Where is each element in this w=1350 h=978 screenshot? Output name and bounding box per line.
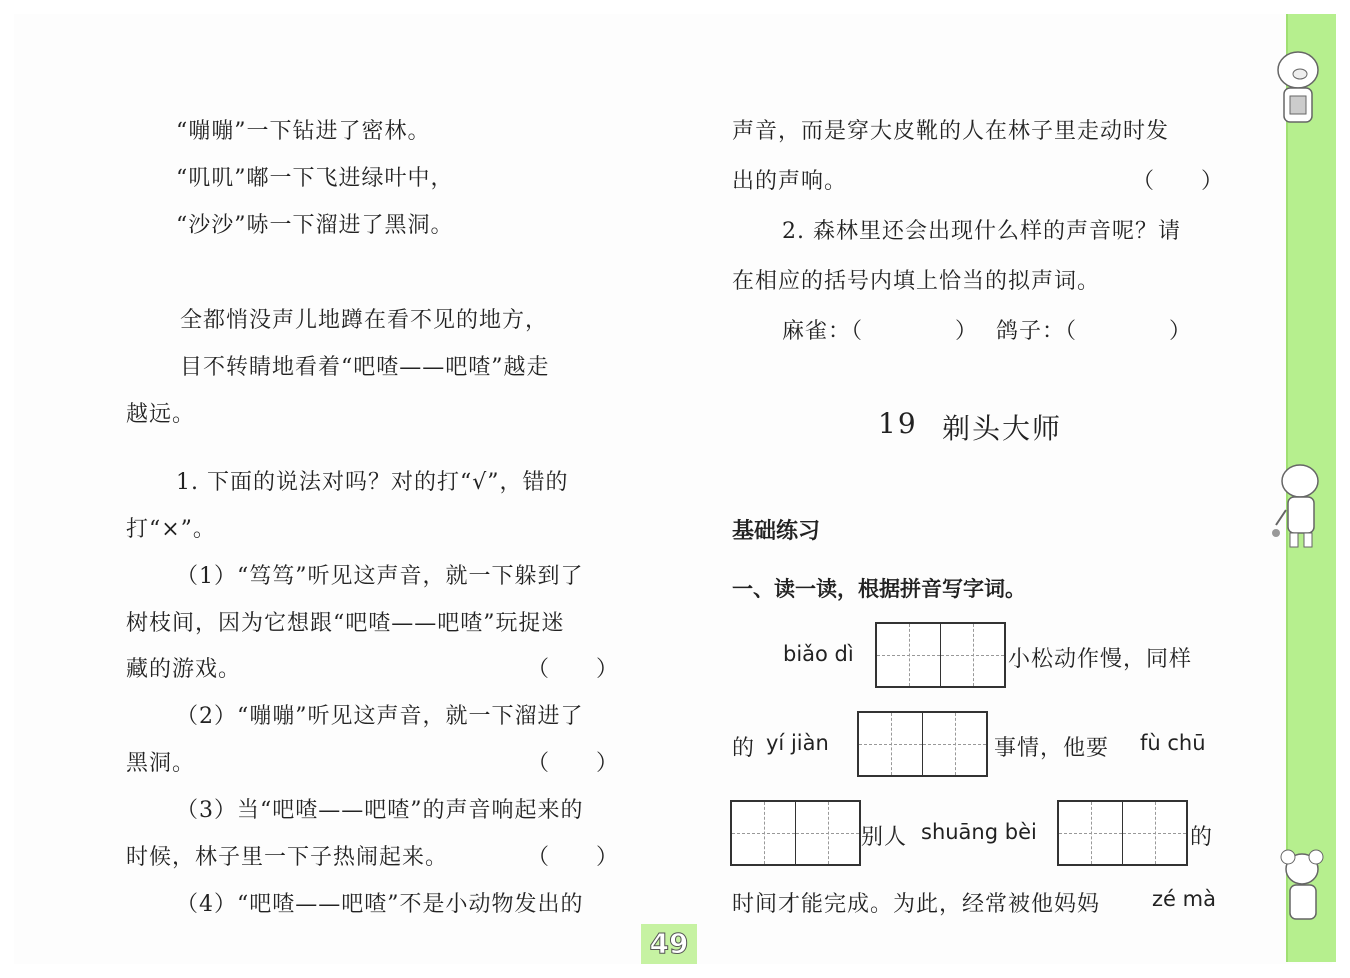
row-3-suffix: 的 (1190, 825, 1214, 850)
item-3-line-2: 时候，林子里一下子热闹起来。 (126, 845, 449, 870)
question-2-line-2: 在相应的括号内填上恰当的拟声词。 (732, 269, 1101, 294)
item-1-line-2: 树枝间，因为它想跟“吧喳——吧喳”玩捉迷 (126, 611, 565, 636)
pigeon-blank[interactable]: 鸽子：（ ） (996, 319, 1193, 344)
question-1-line-1: 1. 下面的说法对吗？对的打“√”，错的 (176, 470, 569, 495)
task-heading: 一、读一读，根据拼音写字词。 (732, 577, 1026, 601)
question-2-line-1: 2. 森林里还会出现什么样的声音呢？请 (782, 219, 1181, 244)
continuation-line-2: 出的声响。 (732, 169, 848, 194)
item-4-line-1: （4）“吧喳——吧喳”不是小动物发出的 (176, 892, 584, 917)
row-4-text: 时间才能完成。为此，经常被他妈妈 (732, 892, 1101, 917)
item-1-line-3: 藏的游戏。 (126, 657, 242, 682)
poem-line-2: “叽叽”嘟一下飞进绿叶中， (176, 166, 454, 191)
pinyin-shuang-bei: shuāng bèi (921, 820, 1037, 844)
pinyin-fu-chu: fù chū (1140, 731, 1206, 755)
item-2-line-2: 黑洞。 (126, 751, 196, 776)
pig-mascot-icon (1262, 40, 1334, 130)
answer-paren-4[interactable]: （ ） (1132, 169, 1225, 194)
pinyin-ze-ma: zé mà (1152, 887, 1216, 911)
row-1-text: 小松动作慢，同样 (1008, 647, 1193, 672)
pinyin-yi-jian: yí jiàn (766, 731, 829, 755)
sparrow-blank[interactable]: 麻雀：（ ） (782, 319, 979, 344)
page-number: 49 (641, 924, 697, 964)
answer-paren-3[interactable]: （ ） (527, 845, 620, 870)
paragraph-line-2: 目不转睛地看着“吧喳——吧喳”越走 (180, 355, 550, 380)
lesson-number: 19 (878, 407, 918, 440)
answer-paren-1[interactable]: （ ） (527, 657, 620, 682)
row-2-prefix: 的 (732, 736, 756, 761)
writing-grid-4[interactable] (1057, 800, 1188, 866)
writing-grid-1[interactable] (875, 622, 1006, 688)
paragraph-line-3: 越远。 (126, 402, 196, 427)
writing-grid-2[interactable] (857, 711, 988, 777)
item-1-line-1: （1）“笃笃”听见这声音，就一下躲到了 (176, 564, 584, 589)
item-2-line-1: （2）“嘣嘣”听见这声音，就一下溜进了 (176, 704, 584, 729)
row-3-text: 别人 (861, 825, 908, 850)
lesson-title: 剃头大师 (942, 412, 1063, 445)
question-1-line-2: 打“×”。 (126, 517, 216, 542)
continuation-line-1: 声音，而是穿大皮靴的人在林子里走动时发 (732, 119, 1170, 144)
pinyin-biao-di: biǎo dì (783, 642, 854, 666)
mouse-mascot-icon (1272, 845, 1334, 935)
poem-line-1: “嘣嘣”一下钻进了密林。 (176, 119, 431, 144)
row-2-text: 事情，他要 (994, 736, 1110, 761)
paragraph-line-1: 全都悄没声儿地蹲在看不见的地方， (180, 308, 549, 333)
writing-grid-3[interactable] (730, 800, 861, 866)
dog-mascot-icon (1268, 455, 1334, 555)
item-3-line-1: （3）当“吧喳——吧喳”的声音响起来的 (176, 798, 584, 823)
answer-paren-2[interactable]: （ ） (527, 751, 620, 776)
section-heading: 基础练习 (732, 519, 821, 544)
poem-line-3: “沙沙”哧一下溜进了黑洞。 (176, 213, 454, 238)
